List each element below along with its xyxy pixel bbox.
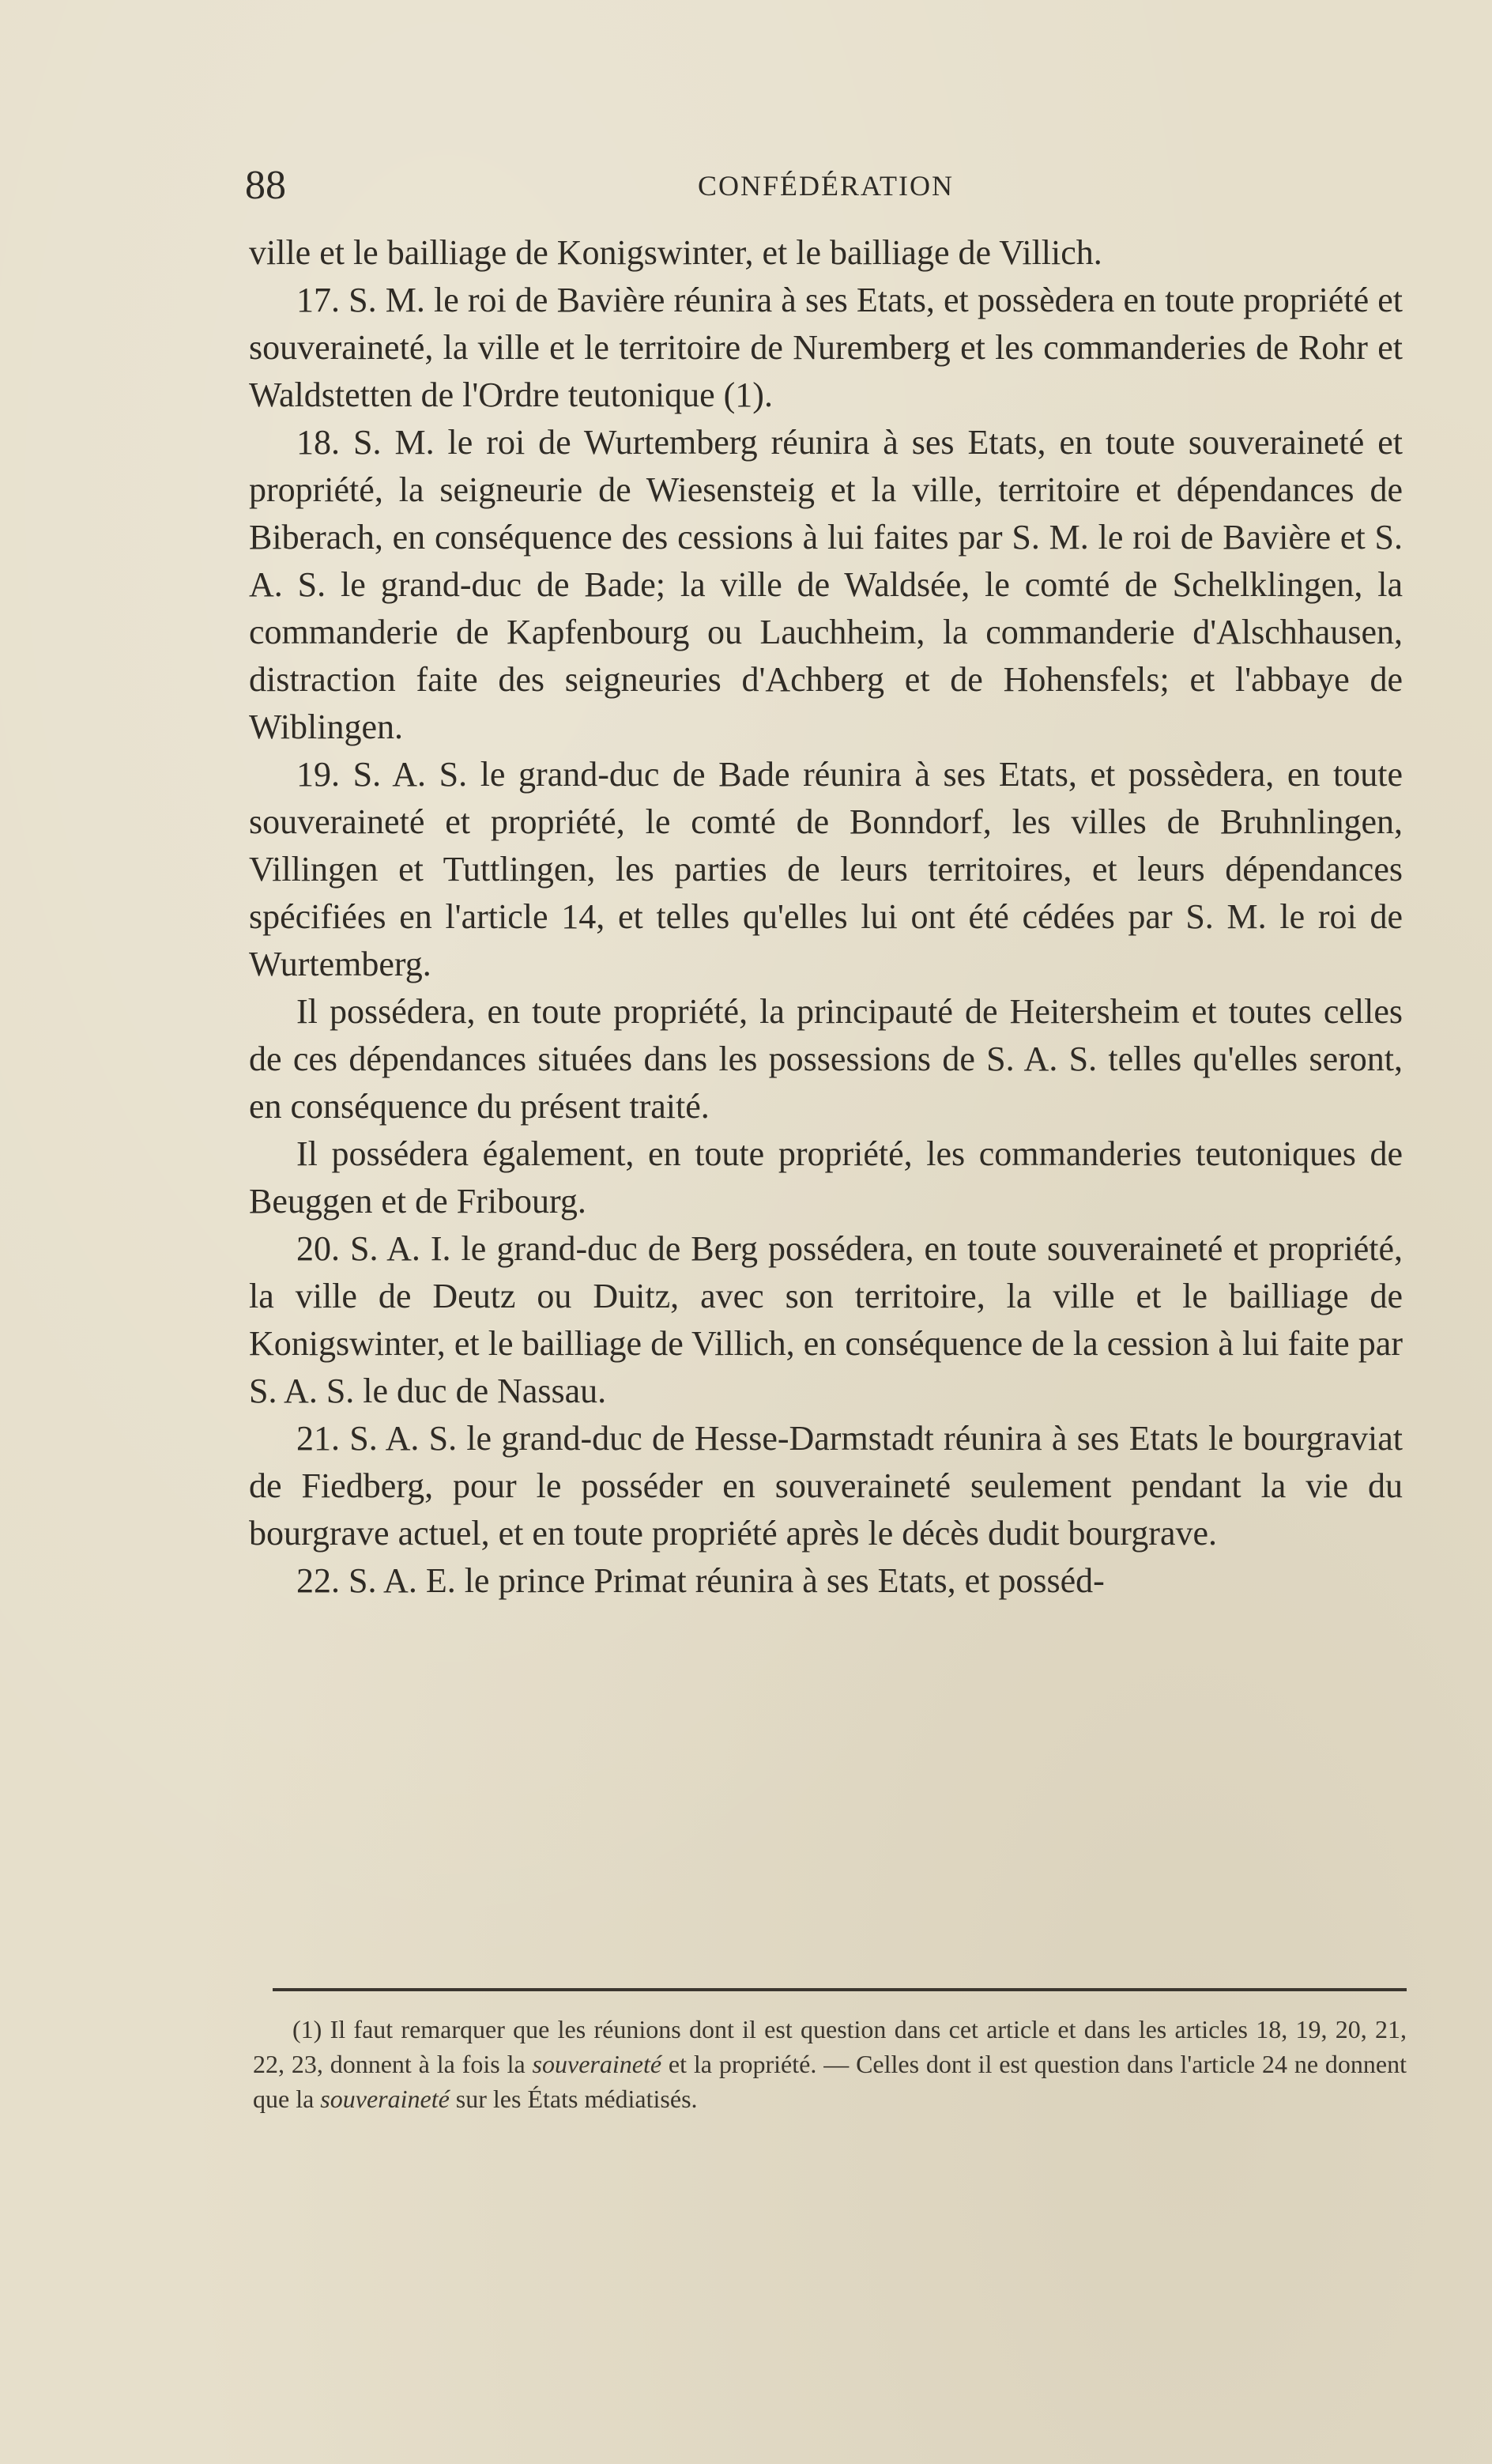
footnote-marker: (1) — [292, 2015, 322, 2043]
paragraph-article-22: 22. S. A. E. le prince Primat réunira à ses Etats, et posséd- — [296, 1561, 1105, 1600]
footnote — [253, 2012, 1407, 2116]
running-head: CONFÉDÉRATION — [697, 170, 954, 202]
footnote-text-1: Il faut remarquer que les réunions dont il est question dans cet article et dans les articles 18, 19, 20, 21, 22, 23, donnent à la fois la — [253, 2015, 1407, 2078]
page-number: 88 — [245, 163, 286, 208]
footnote-text-2: et la propriété. — Celles dont il est question dans l'article 24 ne donnent que la — [253, 2050, 1407, 2113]
paragraph-article-18: 18. S. M. le roi de Wurtemberg réunira à ses Etats, en toute souveraineté et propriété, la seigneurie de Wiesensteig et la ville, territoire et dépendances de Biberach, en conséquence des cessions à lui faites par S. M. le roi de Bavière et S. A. S. le grand-duc de Bade; la ville de Waldsée, le comté de Schelklingen, la commanderie de Kapfenbourg ou Lauchheim, la commanderie d'Alschhausen, distraction faite des seigneuries d'Achberg et de Hohensfels; et l'abbaye de Wiblingen. — [249, 423, 1403, 746]
footnote-divider — [273, 1988, 1407, 1991]
paragraph-article-19: 19. S. A. S. le grand-duc de Bade réunira à ses Etats, et possèdera, en toute souveraineté et propriété, le comté de Bonndorf, les villes de Bruhnlingen, Villingen et Tuttlingen, les parties de leurs territoires, et leurs dépendances spécifiées en l'article 14, et telles qu'elles lui ont été cédées par S. M. le roi de Wurtemberg. — [249, 755, 1403, 983]
paragraph-commanderies: Il possédera également, en toute propriété, les commanderies teutoniques de Beuggen et de Fribourg. — [249, 1134, 1403, 1221]
page-header — [245, 162, 1407, 209]
body-text — [249, 229, 1403, 1605]
paragraph-continuation: ville et le bailliage de Konigswinter, et le bailliage de Villich. — [249, 233, 1102, 272]
paragraph-article-21: 21. S. A. S. le grand-duc de Hesse-Darmstadt réunira à ses Etats le bourgraviat de Fiedberg, pour le posséder en souveraineté seulement pendant la vie du bourgrave actuel, et en toute propriété après le décès dudit bourgrave. — [249, 1419, 1403, 1553]
paragraph-article-20: 20. S. A. I. le grand-duc de Berg possédera, en toute souveraineté et propriété, la ville de Deutz ou Duitz, avec son territoire, la ville et le bailliage de Konigswinter, et le bailliage de Villich, en conséquence de la cession à lui faite par S. A. S. le duc de Nassau. — [249, 1229, 1403, 1410]
footnote-text-3: sur les États médiatisés. — [455, 2085, 698, 2113]
footnote-emphasis-2: souveraineté — [320, 2085, 450, 2113]
paragraph-heitersheim: Il possédera, en toute propriété, la principauté de Heitersheim et toutes celles de ces dépendances situées dans les possessions de S. A. S. telles qu'elles seront, en conséquence du présent traité. — [249, 992, 1403, 1126]
paragraph-article-17: 17. S. M. le roi de Bavière réunira à ses Etats, et possèdera en toute propriété et souveraineté, la ville et le territoire de Nuremberg et les commanderies de Rohr et Waldstetten de l'Ordre teutonique (1). — [249, 281, 1403, 414]
footnote-emphasis-1: souveraineté — [532, 2050, 662, 2078]
